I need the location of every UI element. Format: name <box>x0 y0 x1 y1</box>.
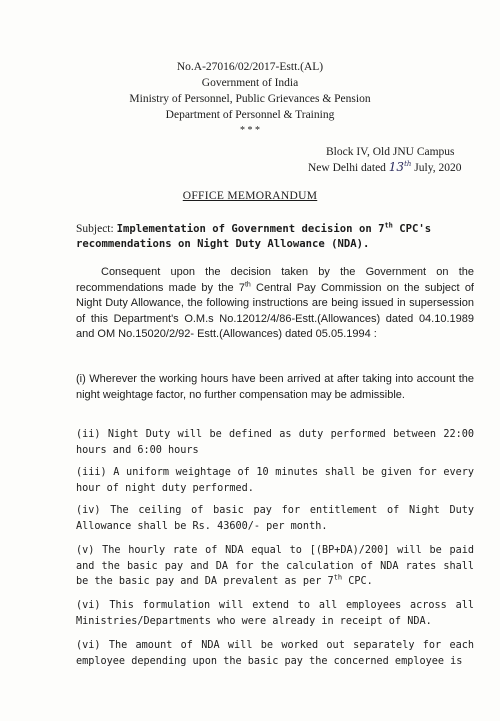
ministry-name: Ministry of Personnel, Public Grievances & Pension <box>129 93 371 105</box>
department-name: Department of Personnel & Training <box>165 109 335 121</box>
subject-text: Implementation of Government decision on 7th CPC's recommendations on Night Duty Allowance (NDA). <box>76 221 432 250</box>
handwritten-date: 13th <box>388 160 412 174</box>
office-address: Block IV, Old JNU Campus <box>326 146 455 158</box>
date-line <box>308 160 461 176</box>
subject <box>76 222 468 252</box>
item-vii: (vi) The amount of NDA will be worked out separately for each employee depending upon the basic pay the concerned employee is <box>76 640 474 667</box>
date-prefix: New Delhi dated <box>308 162 386 174</box>
government-name: Government of India <box>201 77 299 89</box>
reference-number: No.A-27016/02/2017-Estt.(AL) <box>176 61 324 73</box>
separator-stars: * * * <box>240 125 260 136</box>
item-ii: (ii) Night Duty will be defined as duty performed between 22:00 hours and 6:00 hours <box>76 429 474 456</box>
item-i: (i) Wherever the working hours have been arrived at after taking into account the night weightage factor, no further compensation may be admissible. <box>76 373 474 401</box>
item-iv: (iv) The ceiling of basic pay for entitlement of Night Duty Allowance shall be Rs. 43600/- per month. <box>76 505 474 532</box>
intro-paragraph: Consequent upon the decision taken by the Government on the recommendations made by the 7th Central Pay Commission on the subject of Night Duty Allowance, the following instructions are being issued in supersession of this Department's O.M.s No.12012/4/86-Estt.(Allowances) dated 04.10.1989 and OM No.15020/2/92- Estt.(Allowances) dated 05.05.1994 : <box>76 266 474 341</box>
memo-title: OFFICE MEMORANDUM <box>182 190 318 202</box>
date-month-year: July, 2020 <box>414 162 462 174</box>
item-vi: (vi) This formulation will extend to all employees across all Ministries/Departments who were already in receipt of NDA. <box>76 600 474 627</box>
item-v: (v) The hourly rate of NDA equal to [(BP+DA)/200] will be paid and the basic pay and DA for the calculation of NDA rates shall be the basic pay and DA prevalent as per 7th CPC. <box>76 545 474 588</box>
subject-label: Subject: <box>76 223 114 235</box>
item-iii: (iii) A uniform weightage of 10 minutes shall be given for every hour of night duty performed. <box>76 467 474 494</box>
